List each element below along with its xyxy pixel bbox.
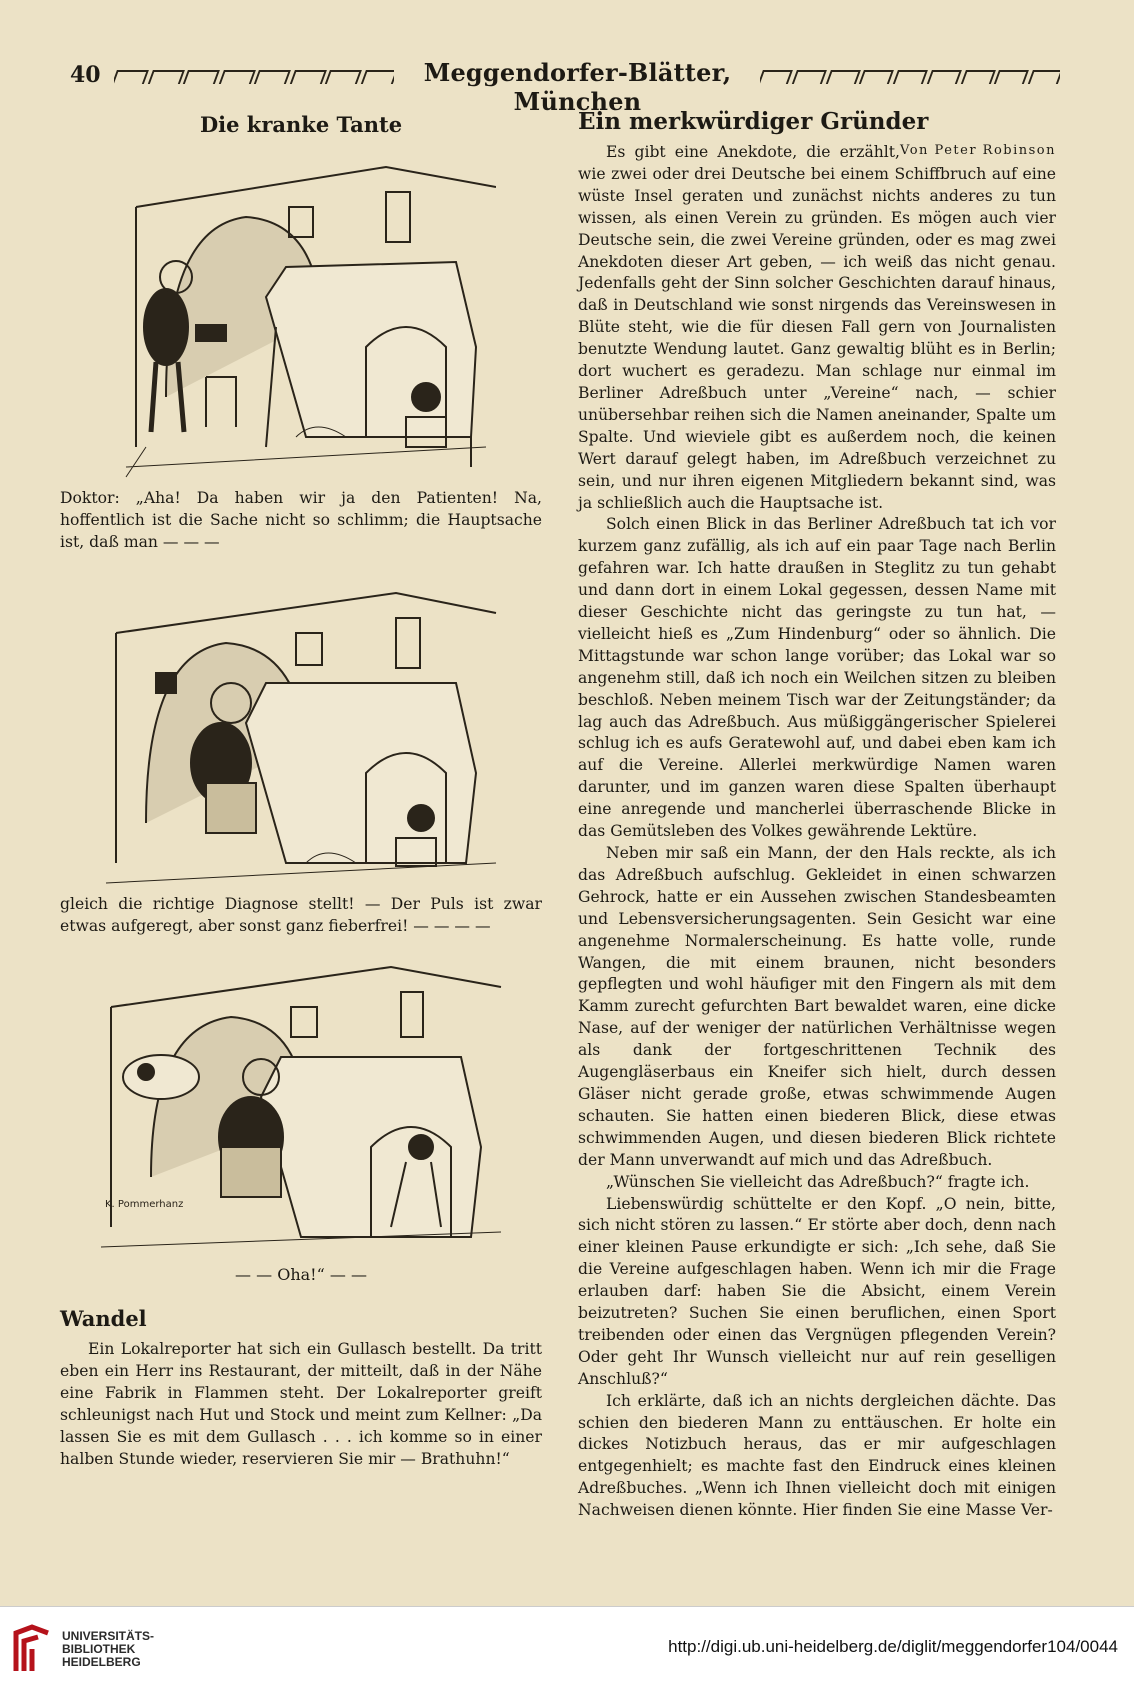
article-title: Ein merkwürdiger Gründer — [578, 108, 929, 135]
caption-3: — — Oha!“ — — — [235, 1265, 367, 1284]
masthead: Meggendorfer-Blätter, München — [423, 58, 732, 116]
article-paragraph-3: Neben mir saß ein Mann, der den Hals reckte, als ich das Adreßbuch aufschlug. Gekleidet in einen schwarzen Gehrock, hatte er ein Aussehen zwischen Standesbeamten und Lebensversicherungsagenten. Sein Gesicht war eine angenehme Normalerscheinung. Es hatte volle, runde Wangen, die mit einem braunen, nicht besonders gepflegten und wohl häufiger mit den Fingern als mit dem Kamm zurecht gefurchten Bart bewaldet waren, eine dicke Nase, auf der weniger der natürlichen Verhältnisse wegen als dank der fortgeschrittenen Technik des Augengläserbaus ein Kneifer sich hielt, durch dessen Gläser nicht gerade große, etwas schwimmende Augen schauten. Sie hatten einen biederen Blick, diese etwas schwimmenden Augen, und diesen biederen Blick richtete der Mann unverwandt auf mich und das Adreßbuch. — [578, 844, 1056, 1169]
cartoon-title: Die kranke Tante — [199, 112, 403, 137]
article-byline: Von Peter Robinson — [900, 143, 1056, 158]
ornament-right — [760, 70, 1060, 84]
cartoon-panel-2 — [96, 563, 506, 893]
caption-1: Doktor: „Aha! Da haben wir ja den Patienten! Na, hoffentlich ist die Sache nicht so schlimm; die Hauptsache ist, daß man — — — — [60, 489, 542, 551]
wandel-text: Ein Lokalreporter hat sich ein Gullasch bestellt. Da tritt eben ein Herr ins Restaurant, der mitteilt, daß in der Nähe eine Fabrik in Flammen steht. Der Lokalreporter greift schleunigst nach Hut und Stock und meint zum Kellner: „Da lassen Sie es mit dem Gullasch . . . ich komme so in einer halben Stunde wieder, reservieren Sie mir — Brathuhn!“ — [60, 1340, 542, 1468]
page-number: 40 — [70, 62, 101, 88]
cartoon-panel-3 — [91, 947, 511, 1257]
article-paragraph-4: „Wünschen Sie vielleicht das Adreßbuch?“ fragte ich. — [606, 1172, 1030, 1191]
wandel-title: Wandel — [60, 1306, 147, 1331]
article-paragraph-6: Ich erklärte, daß ich an nichts dergleichen dächte. Das schien den biederen Mann zu enttäuschen. Er holte ein dickes Notizbuch heraus, das er mir aufgeschlagen entgegenhielt; es machte fast den Eindruck eines kleinen Adreßbuches. „Wenn ich Ihnen vielleicht doch mit einigen Nachweisen dienen könnte. Hier finden Sie eine Masse Ver- — [578, 1391, 1056, 1520]
article-paragraph-5: Liebenswürdig schüttelte er den Kopf. „O nein, bitte, sich nicht stören zu lassen.“ Er störte aber doch, denn nach einer kleinen Pause erkundigte er sich: „Ich sehe, daß Sie die Vereine aufgeschlagen haben. Wenn ich mir die Frage erlauben darf: haben Sie die Absicht, einem Verein beizutreten? Suchen Sie einen beruflichen, einen Sport treibenden oder einen das Vergnügen pflegenden Verein? Oder geht Ihr Wunsch vielleicht nur auf rein geselligen Anschluß?“ — [578, 1194, 1056, 1388]
article-heading — [578, 108, 1056, 158]
right-column — [578, 108, 1056, 1522]
cartoon-panel-1 — [106, 147, 496, 487]
article-paragraph-1: Es gibt eine Anekdote, die erzählt, wie zwei oder drei Deutsche bei einem Schiffbruch auf eine wüste Insel geraten und zunächst nichts anderes zu tun wissen, als einen Verein zu gründen. Es mögen auch vier Deutsche sein, die zwei Vereine gründen, oder es mag zwei Anekdoten dieser Art geben, — ich weiß das nicht genau. Jedenfalls geht der Sinn solcher Geschichten darauf hinaus, daß in Deutschland wie sonst nirgends das Vereinswesen in Blüte steht, wie die für diesen Fall gern von Journalisten benutzte Wendung lautet. Ganz gewaltig blüht es in Berlin; dort wuchert es geradezu. Man schlage nur einmal im Berliner Adreßbuch unter „Vereine“ nach, — schier unübersehbar reihen sich die Namen aneinander, Spalte um Spalte. Und wieviele gibt es außerdem noch, die keinen Wert darauf gelegt haben, im Adreßbuch verzeichnet zu sein, und nur ihren eigenen Mitgliedern bekannt sind, was ja schließlich auch die Hauptsache ist. — [578, 143, 1056, 512]
artist-signature-svg: K. Pommerhanz — [105, 1199, 184, 1210]
viewer-footer — [0, 1606, 1134, 1690]
source-url-link[interactable]: http://digi.ub.uni-heidelberg.de/diglit/meggendorfer104/0044 — [668, 1637, 1118, 1656]
left-column — [60, 108, 542, 1470]
article-paragraph-2: Solch einen Blick in das Berliner Adreßbuch tat ich vor kurzem ganz zufällig, als ich auf ein paar Tage nach Berlin gefahren war. Ich hatte draußen in Steglitz zu tun gehabt und dann dort in einem Lokal gegessen, dessen Name mit dieser Geschichte nicht das geringste zu tun hat, — vielleicht hieß es „Zum Hindenburg“ oder so ähnlich. Die Mittagstunde war schon lange vorüber; das Lokal war so angenehm still, daß ich noch ein Weilchen sitzen zu bleiben beschloß. Neben meinem Tisch war der Zeitungständer; da lag auch das Adreßbuch. Aus müßiggängerischer Spielerei schlug ich es aufs Geratewohl auf, und dabei eben kam ich auf die Vereine. Allerlei merkwürdige Namen waren darunter, und im ganzen waren diese Spalten überhaupt eine anregende und mancherlei überraschende Blicke in das Gemütsleben des Volkes gewährende Lektüre. — [578, 515, 1056, 841]
caption-2: gleich die richtige Diagnose stellt! — Der Puls ist zwar etwas aufgeregt, aber sonst ganz fieberfrei! — — — — — [60, 895, 542, 935]
institution-name[interactable]: UNIVERSITÄTS- BIBLIOTHEK HEIDELBERG — [62, 1629, 155, 1669]
page-header — [70, 56, 1060, 116]
university-logo-icon — [12, 1623, 54, 1675]
ornament-left — [114, 70, 394, 84]
